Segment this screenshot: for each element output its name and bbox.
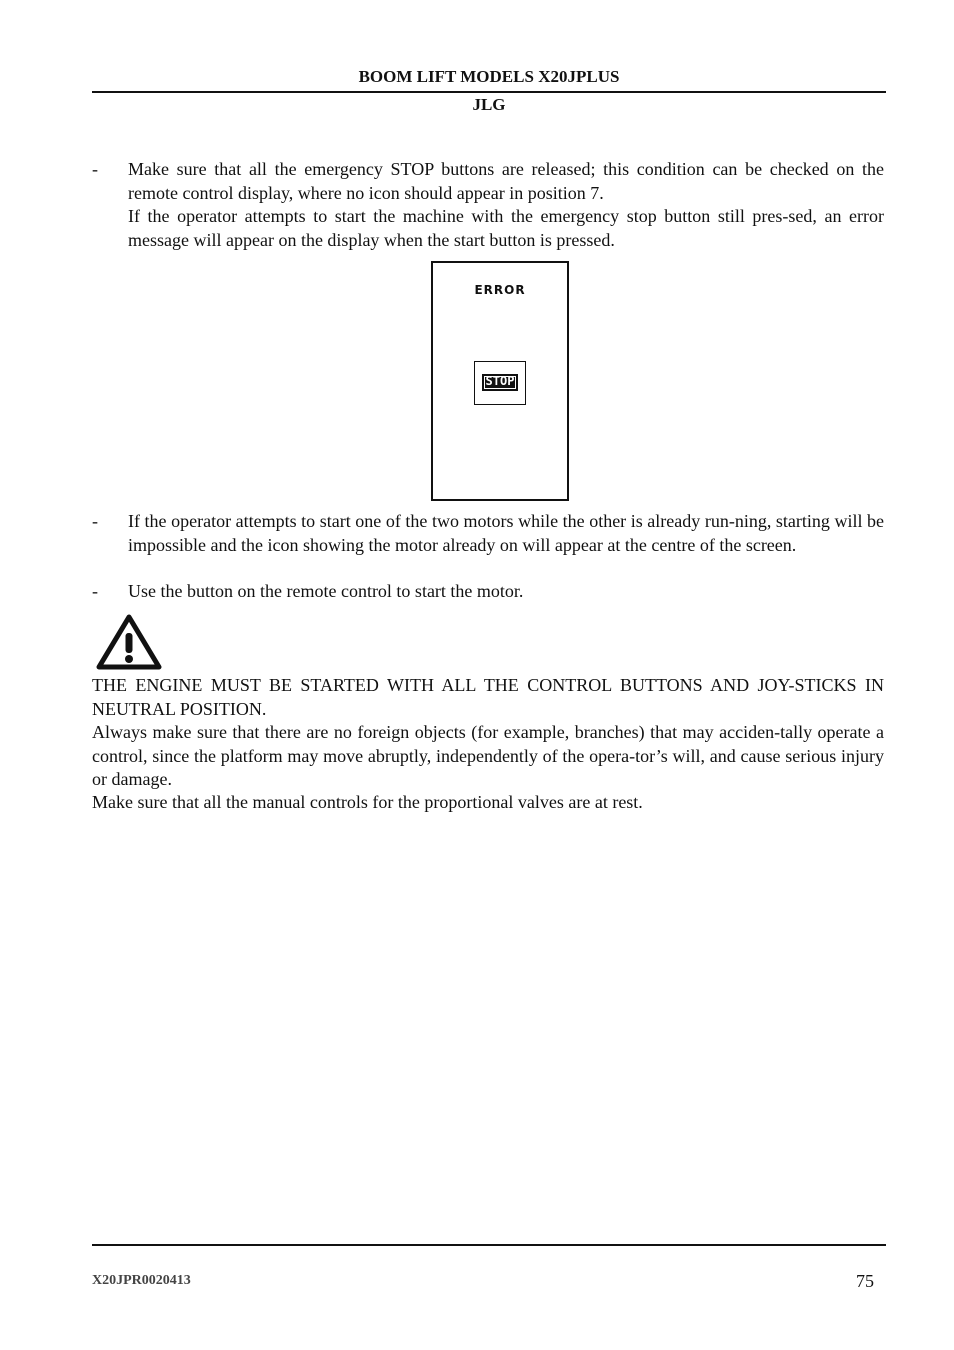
header-title: BOOM LIFT MODELS X20JPLUS — [358, 67, 620, 86]
list-dash: - — [92, 511, 98, 531]
warning-triangle-icon — [96, 614, 162, 670]
header-rule — [92, 91, 886, 93]
warning-caps-text: THE ENGINE MUST BE STARTED WITH ALL THE CONTROL BUTTONS AND JOY-STICKS IN NEUTRAL POSITION. — [92, 675, 884, 719]
list-item-text: Make sure that all the emergency STOP buttons are released; this condition can be checked on the remote control display, where no icon should appear in position 7. — [128, 159, 884, 203]
page-number: 75 — [856, 1271, 874, 1291]
remote-display-illustration — [431, 261, 569, 501]
footer-rule — [92, 1244, 886, 1246]
warning-foreign-objects-text: Always make sure that there are no foreign objects (for example, branches) that may acciden-tally operate a control, since the platform may move abruptly, independently of the opera-tor’s will, and cause serious injury or damage. — [92, 722, 884, 789]
list-item-start-button — [92, 580, 884, 604]
warning-manual-controls-text: Make sure that all the manual controls for the proportional valves are at rest. — [92, 792, 643, 812]
list-item-text: If the operator attempts to start one of the two motors while the other is already run-ning, starting will be impossible and the icon showing the motor already on will appear at the centre of the screen. — [128, 511, 884, 555]
list-dash: - — [92, 159, 98, 179]
header-subtitle: JLG — [472, 95, 506, 114]
list-item-text: Use the button on the remote control to start the motor. — [128, 581, 524, 601]
display-error-label: ERROR — [474, 283, 526, 297]
document-code: X20JPR0020413 — [92, 1273, 191, 1288]
stop-icon: STOP — [482, 374, 518, 391]
stop-icon-frame — [474, 361, 526, 405]
list-item-text-continued: If the operator attempts to start the machine with the emergency stop button still pres-sed, an error message will appear on the display when the start button is pressed. — [128, 206, 884, 250]
list-item-emergency-stop — [92, 158, 884, 252]
list-item-motor-running — [92, 510, 884, 557]
list-dash: - — [92, 581, 98, 601]
